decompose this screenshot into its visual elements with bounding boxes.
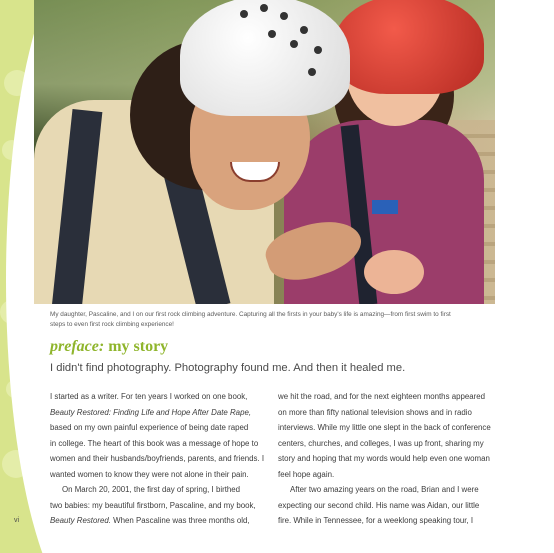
chapter-heading	[50, 338, 168, 356]
helmet-vent	[314, 46, 322, 54]
helmet-vent	[260, 4, 268, 12]
body-paragraph	[278, 482, 492, 529]
heading-rest: my story	[108, 338, 169, 355]
body-paragraph	[50, 482, 272, 529]
helmet-vent	[300, 26, 308, 34]
helmet-vent	[268, 30, 276, 38]
harness-buckle	[372, 200, 398, 214]
body-paragraph	[278, 389, 492, 482]
page-number: vi	[14, 517, 20, 524]
body-line	[50, 513, 272, 529]
caption-line: My daughter, Pascaline, and I on our first rock climbing adventure. Capturing all the firsts in your baby's life is amazing—from first swim to first	[50, 311, 451, 318]
heading-lead: preface:	[50, 338, 105, 355]
body-line: two babies: my beautiful firstborn, Pascaline, and my book,	[50, 500, 256, 510]
body-line: feel hope again.	[278, 469, 335, 479]
body-line: expecting our second child. His name was Aidan, our little	[278, 500, 480, 510]
book-title: Beauty Restored: Finding Life and Hope After Date Rape,	[50, 407, 252, 417]
body-line: After two amazing years on the road, Brian and I were	[290, 485, 479, 494]
body-line: in college. The heart of this book was a message of hope to	[50, 438, 259, 448]
helmet-vent	[308, 68, 316, 76]
chapter-subtitle: I didn't find photography. Photography found me. And then it healed me.	[50, 362, 406, 374]
body-column-right	[278, 389, 492, 529]
helmet-vent	[240, 10, 248, 18]
body-line: centers, churches, and colleges, I was up front, sharing my	[278, 438, 484, 448]
body-line: fire. While in Tennessee, for a weeklong speaking tour, I	[278, 516, 474, 525]
book-title: Beauty Restored.	[50, 516, 111, 525]
helmet-vent	[280, 12, 288, 20]
body-line: interviews. While my little one slept in the back of conference	[278, 423, 491, 432]
climbing-photo	[34, 0, 495, 304]
body-line: women and their husbands/boyfriends, parents, and friends. I	[50, 454, 265, 463]
body-column-left	[50, 389, 272, 529]
white-helmet	[180, 0, 350, 116]
body-line: story and hoping that my words would help even one woman	[278, 454, 490, 463]
body-line: I started as a writer. For ten years I worked on one book,	[50, 392, 248, 401]
body-paragraph	[50, 389, 272, 482]
photo-caption	[50, 310, 495, 330]
caption-line: steps to even first rock climbing experience!	[50, 321, 174, 328]
body-line: On March 20, 2001, the first day of spring, I birthed	[62, 485, 241, 494]
daughter-hand	[364, 250, 424, 294]
body-line: on more than fifty national television shows and in radio	[278, 407, 472, 417]
body-line: based on my own painful experience of being date raped	[50, 423, 249, 432]
red-helmet	[334, 0, 484, 94]
body-text: When Pascaline was three months old,	[113, 516, 250, 525]
body-line: we hit the road, and for the next eighteen months appeared	[278, 392, 486, 401]
body-line: wanted women to know they were not alone in their pain.	[50, 469, 249, 479]
helmet-vent	[290, 40, 298, 48]
